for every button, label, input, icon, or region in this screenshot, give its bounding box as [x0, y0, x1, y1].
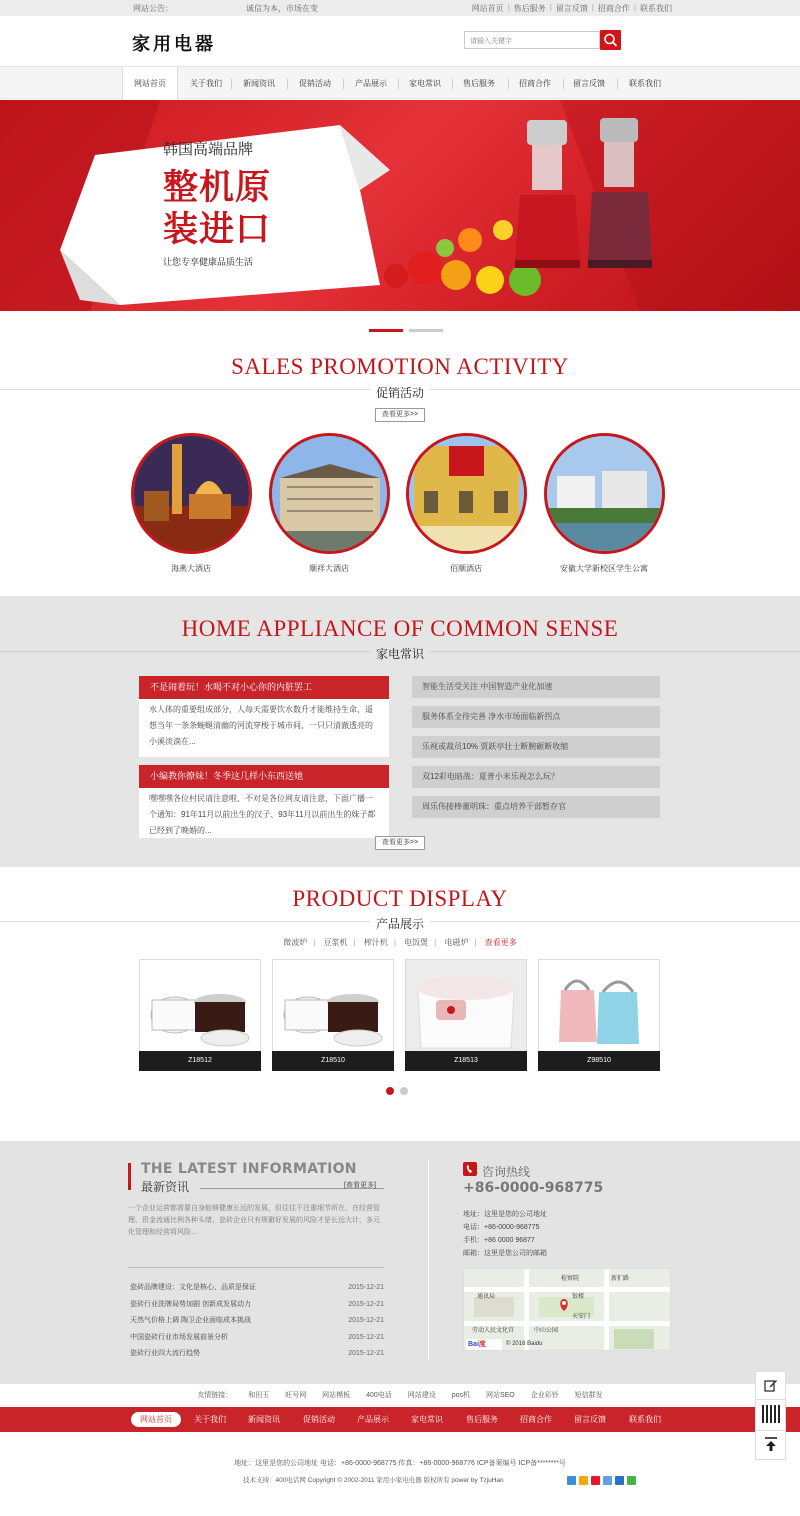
contact-email: 邮箱：这里是您公司的邮箱: [463, 1250, 547, 1257]
sense-title-cn: [0, 645, 800, 662]
share-qzone-icon[interactable]: [579, 1476, 588, 1485]
nav-home[interactable]: 网站首页: [122, 67, 178, 100]
search-input[interactable]: 请输入关键字: [464, 31, 600, 49]
promo-label-2[interactable]: 顺祥大酒店: [309, 564, 349, 573]
nav-promotion[interactable]: 促销活动: [299, 79, 331, 88]
map-label: 检察院: [561, 1276, 580, 1282]
info-item-date: 2015-12-21: [348, 1284, 384, 1291]
divider: |: [549, 3, 552, 12]
footer-nav-join[interactable]: 招商合作: [520, 1415, 552, 1424]
knowledge-item[interactable]: 服务体系全待完善 净水市场面临新拐点: [412, 706, 660, 728]
banner-subtitle: 韩国高端品牌: [163, 141, 254, 158]
friend-link[interactable]: 网站建设: [407, 1392, 436, 1399]
notice-label: 网站公告：: [133, 4, 173, 13]
banner-headline-1: 整机原: [163, 168, 272, 207]
toplink-home[interactable]: 网站首页: [471, 4, 504, 13]
accent-bar: [128, 1163, 131, 1190]
nav-about[interactable]: 关于我们: [190, 79, 222, 88]
product-caption: Z18512: [139, 1051, 261, 1071]
hotline-label: 咨询热线: [482, 1165, 531, 1179]
promo-more-button[interactable]: 查看更多>>: [375, 408, 425, 422]
sense-title-cn-text: 家电常识: [370, 647, 430, 661]
info-list-item[interactable]: [130, 1329, 384, 1346]
product-image: [539, 960, 659, 1051]
map-label: 银楼: [572, 1294, 585, 1300]
divider: [756, 1430, 785, 1431]
phone-icon: [463, 1162, 477, 1176]
info-title-en: THE LATEST INFORMATION: [141, 1161, 357, 1177]
featured-article-title[interactable]: 小编教你撩妹！冬季这几样小东西送她: [139, 765, 389, 788]
divider: [756, 1399, 785, 1400]
share-tencent-icon[interactable]: [603, 1476, 612, 1485]
friend-links-label: 友情链接：: [197, 1392, 233, 1399]
info-item-date: 2015-12-21: [348, 1317, 384, 1324]
location-map[interactable]: [463, 1268, 671, 1351]
divider: |: [591, 3, 594, 12]
footer-nav-knowledge[interactable]: 家电常识: [411, 1415, 443, 1424]
divider: |: [474, 938, 477, 947]
toplink-join[interactable]: 招商合作: [597, 4, 630, 13]
contact-address: 地址：这里是您的公司地址: [463, 1211, 547, 1218]
friend-link[interactable]: 400电话: [366, 1392, 392, 1399]
knowledge-item[interactable]: 双12彩电暗战：夏普小米乐视怎么玩？: [412, 766, 660, 788]
banner-headline-2: 装进口: [163, 210, 272, 249]
info-item-title: 中国瓷砖行业市场发展前景分析: [130, 1334, 228, 1341]
main-nav: [0, 66, 800, 99]
apartment-photo: [547, 436, 662, 551]
banner-tagline: 让您专享健康品质生活: [163, 257, 254, 267]
promo-title-en: SALES PROMOTION ACTIVITY: [231, 354, 569, 379]
product-card[interactable]: [538, 959, 660, 1071]
info-item-title: 瓷砖行业四大流行趋势: [130, 1350, 200, 1357]
product-image: [406, 960, 526, 1051]
nav-divider: [287, 79, 288, 89]
info-list-item[interactable]: [130, 1312, 384, 1329]
divider: |: [393, 938, 396, 947]
footer-nav: [0, 1407, 800, 1432]
column-divider: [428, 1160, 429, 1360]
friend-link[interactable]: 网站SEO: [485, 1392, 515, 1399]
info-section: [0, 1141, 800, 1384]
promo-image-1[interactable]: [131, 433, 252, 554]
nav-divider: [617, 79, 618, 89]
nav-news[interactable]: 新闻资讯: [243, 79, 275, 88]
product-caption: Z98510: [538, 1051, 660, 1071]
back-to-top-icon[interactable]: [764, 1436, 778, 1454]
map-label: 通讯局: [477, 1294, 496, 1300]
products-title-cn-text: 产品展示: [370, 917, 430, 931]
info-item-date: 2015-12-21: [348, 1334, 384, 1341]
nav-knowledge[interactable]: 家电常识: [409, 79, 441, 88]
info-title-cn: 最新资讯: [141, 1180, 190, 1194]
products-title-en: PRODUCT DISPLAY: [292, 886, 508, 911]
footer-nav-about[interactable]: 关于我们: [194, 1415, 226, 1424]
nav-divider: [452, 79, 453, 89]
info-item-title: 瓷砖品牌建设：文化是核心，品质是保证: [130, 1284, 256, 1291]
nav-join[interactable]: 招商合作: [519, 79, 551, 88]
product-card[interactable]: [272, 959, 394, 1071]
contact-phone: 电话：+86-0000-968775: [463, 1224, 540, 1231]
footer-nav-contact[interactable]: 联系我们: [629, 1415, 661, 1424]
toplink-service[interactable]: 售后服务: [513, 4, 546, 13]
qr-code-icon[interactable]: [762, 1405, 780, 1423]
nav-products[interactable]: 产品展示: [355, 79, 387, 88]
map-label: 天安门: [572, 1314, 591, 1320]
site-logo[interactable]: 家用电器: [132, 34, 216, 55]
carousel-dot-active[interactable]: [386, 1087, 394, 1095]
info-list-item[interactable]: [130, 1296, 384, 1313]
kettle-image: [539, 960, 659, 1051]
product-caption: Z18513: [405, 1051, 527, 1071]
banner-graphic: [0, 100, 800, 311]
rice-cooker-image: [406, 960, 526, 1051]
edit-icon[interactable]: [764, 1378, 778, 1394]
info-list-item[interactable]: [130, 1345, 384, 1362]
category-juicer[interactable]: 榨汁机: [363, 938, 388, 947]
info-item-date: 2015-12-21: [348, 1301, 384, 1308]
footer-nav-feedback[interactable]: 留言反馈: [574, 1415, 606, 1424]
knowledge-item[interactable]: 智能生活受关注 中国智造产业化加速: [412, 676, 660, 698]
info-item-date: 2015-12-21: [348, 1350, 384, 1357]
baidu-logo: Bai度: [466, 1339, 502, 1350]
footer-nav-products[interactable]: 产品展示: [357, 1415, 389, 1424]
promo-title-cn: [0, 384, 800, 401]
divider: [128, 1267, 384, 1268]
friend-link[interactable]: 短信群发: [574, 1392, 603, 1399]
nav-divider: [231, 79, 232, 89]
divider: |: [353, 938, 356, 947]
product-card[interactable]: [139, 959, 261, 1071]
stew-pot-image: [273, 960, 393, 1051]
sense-more-button[interactable]: 查看更多>>: [375, 836, 425, 850]
product-image: [140, 960, 260, 1051]
friend-link[interactable]: 网站模板: [322, 1392, 351, 1399]
info-description: 一个企业运营都需要自身能够健康长远的发展，但往往不注重细节所在，在经营管理、资金流通比例各种头绪，瓷砖企业只有规避好发展的风险才是长远大计，多元化管理和经营将风险...: [128, 1205, 380, 1236]
promo-title-cn-text: 促销活动: [370, 386, 430, 400]
toplink-contact[interactable]: 联系我们: [640, 4, 672, 13]
divider: |: [633, 3, 636, 12]
friend-link[interactable]: 企业彩铃: [530, 1392, 559, 1399]
category-more[interactable]: 查看更多: [484, 938, 517, 947]
friend-links: [0, 1385, 800, 1407]
info-item-title: 天然气价格上调 陶卫企业面临成本挑战: [130, 1317, 251, 1324]
share-renren-icon[interactable]: [615, 1476, 624, 1485]
hotel-building-photo: [272, 436, 387, 551]
promo-label-4[interactable]: 安徽大学新校区学生公寓: [560, 564, 648, 573]
friend-link[interactable]: 和田玉: [248, 1392, 270, 1399]
category-microwave[interactable]: 微波炉: [283, 938, 308, 947]
promo-label-1[interactable]: 海燕大酒店: [171, 564, 211, 573]
info-item-title: 瓷砖行业洗牌局势加剧 创新成发展动力: [130, 1301, 251, 1308]
friend-link[interactable]: pos机: [451, 1392, 471, 1399]
search-button[interactable]: [600, 30, 621, 50]
side-toolbar: [755, 1371, 786, 1460]
share-wechat-icon[interactable]: [627, 1476, 636, 1485]
product-image: [273, 960, 393, 1051]
divider: |: [507, 3, 510, 12]
product-caption: Z18510: [272, 1051, 394, 1071]
map-label: 中山公园: [534, 1328, 559, 1334]
stew-pot-image: [140, 960, 260, 1051]
search-icon: [600, 30, 621, 50]
promo-image-2[interactable]: [269, 433, 390, 554]
product-card[interactable]: [405, 959, 527, 1071]
category-ricecooker[interactable]: 电饭煲: [404, 938, 429, 947]
top-bar: [0, 0, 800, 16]
footer-nav-service[interactable]: 售后服务: [466, 1415, 498, 1424]
product-categories: [0, 937, 800, 948]
hotel-facade-photo: [409, 436, 524, 551]
nav-feedback[interactable]: 留言反馈: [573, 79, 605, 88]
contact-mobile: 手机：+86 0000 96877: [463, 1237, 535, 1244]
hotel-night-photo: [134, 436, 249, 551]
map-label: 新扩路: [611, 1276, 630, 1282]
nav-divider: [508, 79, 509, 89]
promo-label-3[interactable]: 佰顺酒店: [450, 564, 482, 573]
slogan: 诚信为本，市场在变: [246, 4, 318, 13]
nav-contact[interactable]: 联系我们: [629, 79, 661, 88]
promo-image-4[interactable]: [544, 433, 665, 554]
featured-article-excerpt: 水人体的重要组成部分，人每天需要饮水数升才能维持生命，遥想当年一条条蜿蜒清幽的河流穿梭于城市间，一只只清澈透亮的小溪淡淌在...: [139, 699, 389, 757]
map-copyright: © 2016 Baidu: [506, 1341, 543, 1347]
featured-article-excerpt: 嘿嘿嘿各位村民请注意啦，不对是各位网友请注意，下面广播一个通知：91年11月以前出生的汉子、93年11月以前出生的妹子都已经到了晚婚的...: [139, 788, 389, 838]
products-title-cn: [0, 915, 800, 932]
sense-title-en: HOME APPLIANCE OF COMMON SENSE: [181, 616, 619, 641]
friend-link[interactable]: 旺号网: [285, 1392, 307, 1399]
slider-dot[interactable]: [409, 329, 443, 332]
footer-address: 地址：这里是您的公司地址 电话：+86-0000-968775 传真：+86-0000-968776 ICP备案编号 ICP备********号: [234, 1460, 566, 1467]
footer-nav-news[interactable]: 新闻资讯: [248, 1415, 280, 1424]
share-weibo-icon[interactable]: [591, 1476, 600, 1485]
info-list-item[interactable]: [130, 1279, 384, 1296]
top-links: [472, 3, 672, 14]
nav-divider: [563, 79, 564, 89]
slider-dot-active[interactable]: [369, 329, 403, 332]
divider: |: [313, 938, 316, 947]
knowledge-item[interactable]: 乐视或裁员10% 贾跃亭壮士断腕砸断收缩: [412, 736, 660, 758]
featured-article-title[interactable]: 不是闹着玩！水喝不对小心你的内脏罢工: [139, 676, 389, 699]
toplink-feedback[interactable]: 留言反馈: [555, 4, 588, 13]
footer-nav-promotion[interactable]: 促销活动: [303, 1415, 335, 1424]
footer-nav-home[interactable]: 网站首页: [131, 1412, 181, 1427]
map-label: 劳动人民文化宫: [472, 1328, 515, 1334]
divider: |: [434, 938, 437, 947]
category-soymilk[interactable]: 豆浆机: [323, 938, 348, 947]
hero-banner[interactable]: [0, 100, 800, 311]
share-plus-icon[interactable]: [567, 1476, 576, 1485]
nav-divider: [398, 79, 399, 89]
hotline-number: +86-0000-968775: [463, 1180, 604, 1196]
promo-image-3[interactable]: [406, 433, 527, 554]
carousel-dot[interactable]: [400, 1087, 408, 1095]
nav-divider: [343, 79, 344, 89]
footer-copyright: 技术支持：400电话网 Copyright © 2002-2011 家用小家电电器 版权所有 power by TzjuHan: [243, 1477, 504, 1484]
info-more-link[interactable]: [查看更多]: [344, 1182, 376, 1189]
nav-service[interactable]: 售后服务: [463, 79, 495, 88]
category-induction[interactable]: 电磁炉: [444, 938, 469, 947]
knowledge-item[interactable]: 周乐伟接棒董明珠：重点培养干部暂存官: [412, 796, 660, 818]
share-bar: [567, 1476, 636, 1485]
